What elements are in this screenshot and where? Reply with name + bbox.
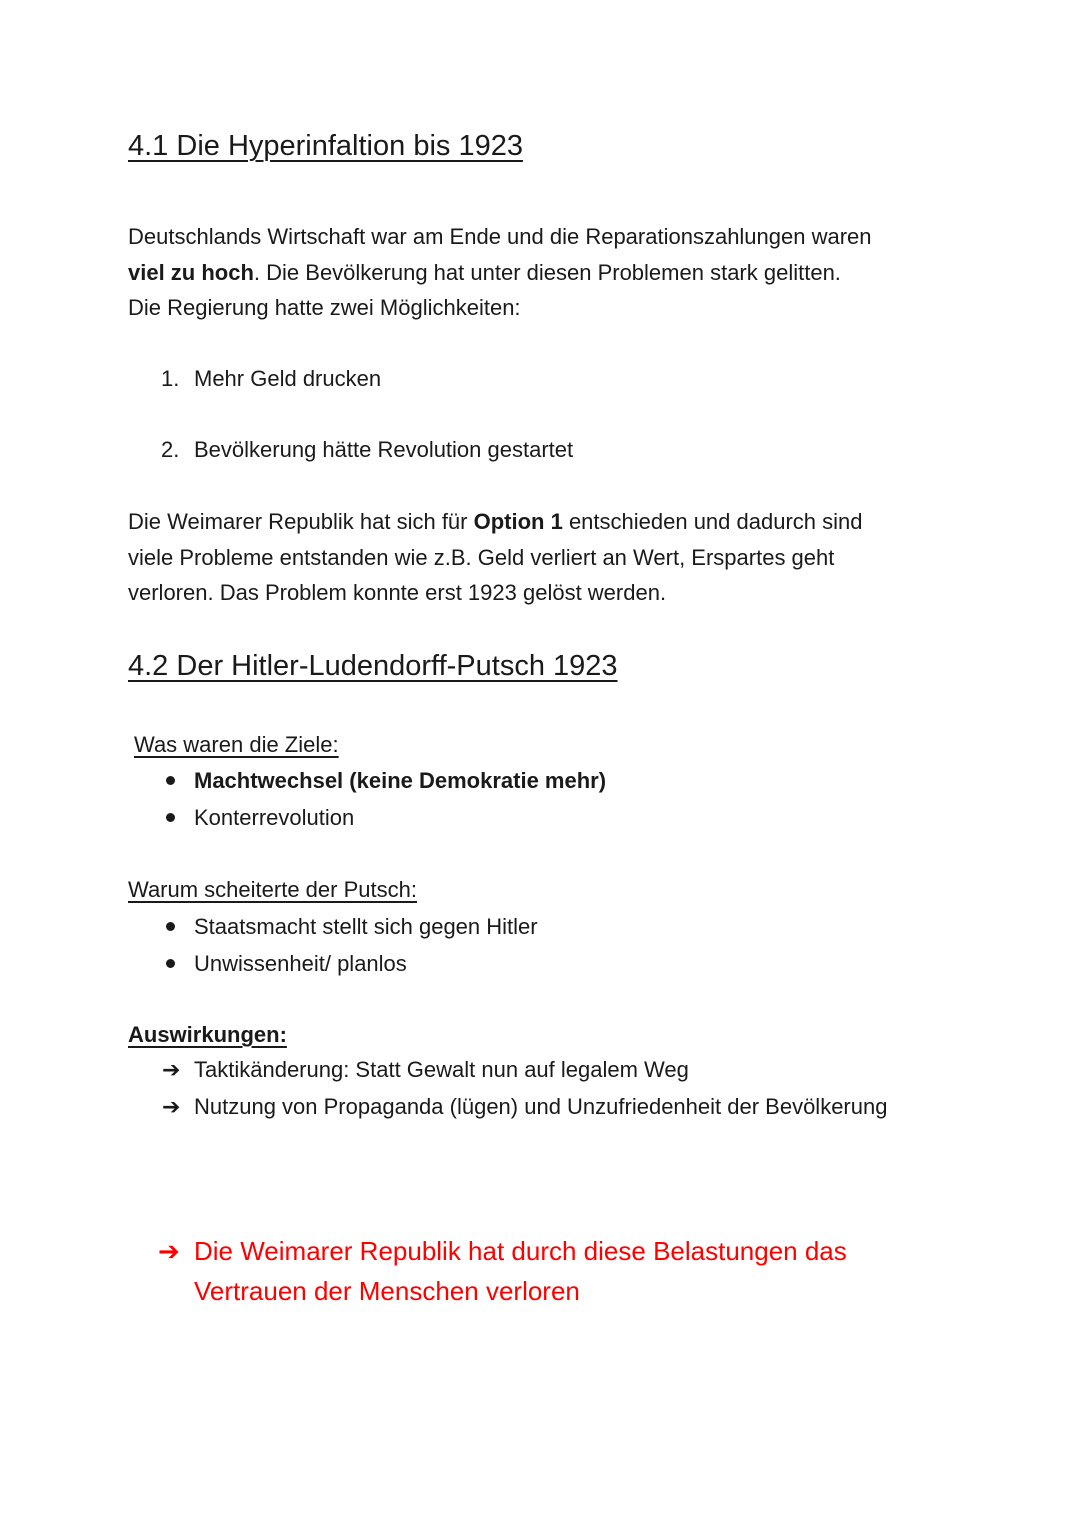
option-text: Bevölkerung hätte Revolution gestartet bbox=[194, 437, 574, 462]
option-text: Mehr Geld drucken bbox=[194, 366, 382, 391]
goal-text: Machtwechsel (keine Demokratie mehr) bbox=[194, 768, 607, 793]
option-number: 2. bbox=[161, 437, 180, 462]
paragraph-line: verloren. Das Problem konnte erst 1923 gelöst werden. bbox=[128, 580, 667, 605]
paragraph-text: Die Weimarer Republik hat sich für bbox=[128, 509, 474, 534]
arrow-right-icon: ➔ bbox=[162, 1094, 181, 1119]
paragraph-economy bbox=[128, 219, 872, 326]
effect-text: Taktikänderung: Statt Gewalt nun auf legalem Weg bbox=[194, 1057, 689, 1082]
failure-label: Warum scheiterte der Putsch: bbox=[128, 877, 417, 902]
effect-item bbox=[162, 1094, 888, 1120]
paragraph-line: Die Regierung hatte zwei Möglichkeiten: bbox=[128, 295, 521, 320]
effect-item bbox=[162, 1057, 689, 1083]
conclusion bbox=[158, 1231, 847, 1311]
bullet-icon bbox=[166, 813, 175, 822]
failure-text: Staatsmacht stellt sich gegen Hitler bbox=[194, 914, 538, 939]
failure-item bbox=[194, 914, 538, 940]
conclusion-line: Die Weimarer Republik hat durch diese Belastungen das bbox=[194, 1236, 847, 1266]
effect-text: Nutzung von Propaganda (lügen) und Unzufriedenheit der Bevölkerung bbox=[194, 1094, 888, 1119]
arrow-right-icon: ➔ bbox=[158, 1236, 180, 1266]
paragraph-line bbox=[128, 255, 872, 291]
paragraph-line: Deutschlands Wirtschaft war am Ende und die Reparationszahlungen waren bbox=[128, 224, 872, 249]
bullet-icon bbox=[166, 959, 175, 968]
paragraph-line bbox=[128, 504, 863, 540]
paragraph-text: entschieden und dadurch sind bbox=[562, 509, 863, 534]
option-number: 1. bbox=[161, 366, 180, 391]
paragraph-line: viele Probleme entstanden wie z.B. Geld verliert an Wert, Erspartes geht bbox=[128, 544, 835, 570]
conclusion-line: Vertrauen der Menschen verloren bbox=[194, 1276, 580, 1306]
option-item bbox=[161, 437, 574, 463]
section-title-hyperinflation: 4.1 Die Hyperinfaltion bis 1923 bbox=[128, 130, 523, 162]
goal-item bbox=[194, 768, 606, 794]
paragraph-text: . Die Bevölkerung hat unter diesen Problemen stark gelitten. bbox=[253, 259, 841, 285]
arrow-right-icon: ➔ bbox=[162, 1057, 181, 1082]
goal-item bbox=[194, 805, 354, 831]
option-item bbox=[161, 366, 382, 392]
goals-label: Was waren die Ziele: bbox=[134, 732, 339, 757]
bullet-icon bbox=[166, 776, 175, 785]
goal-text: Konterrevolution bbox=[194, 805, 355, 830]
bold-phrase: viel zu hoch bbox=[128, 259, 254, 285]
section-title-putsch: 4.2 Der Hitler-Ludendorff-Putsch 1923 bbox=[128, 650, 618, 682]
paragraph-decision bbox=[128, 504, 863, 611]
bold-phrase: Option 1 bbox=[473, 509, 563, 534]
failure-item bbox=[194, 951, 407, 977]
bullet-icon bbox=[166, 922, 175, 931]
failure-text: Unwissenheit/ planlos bbox=[194, 951, 407, 976]
effects-label: Auswirkungen: bbox=[128, 1022, 287, 1047]
